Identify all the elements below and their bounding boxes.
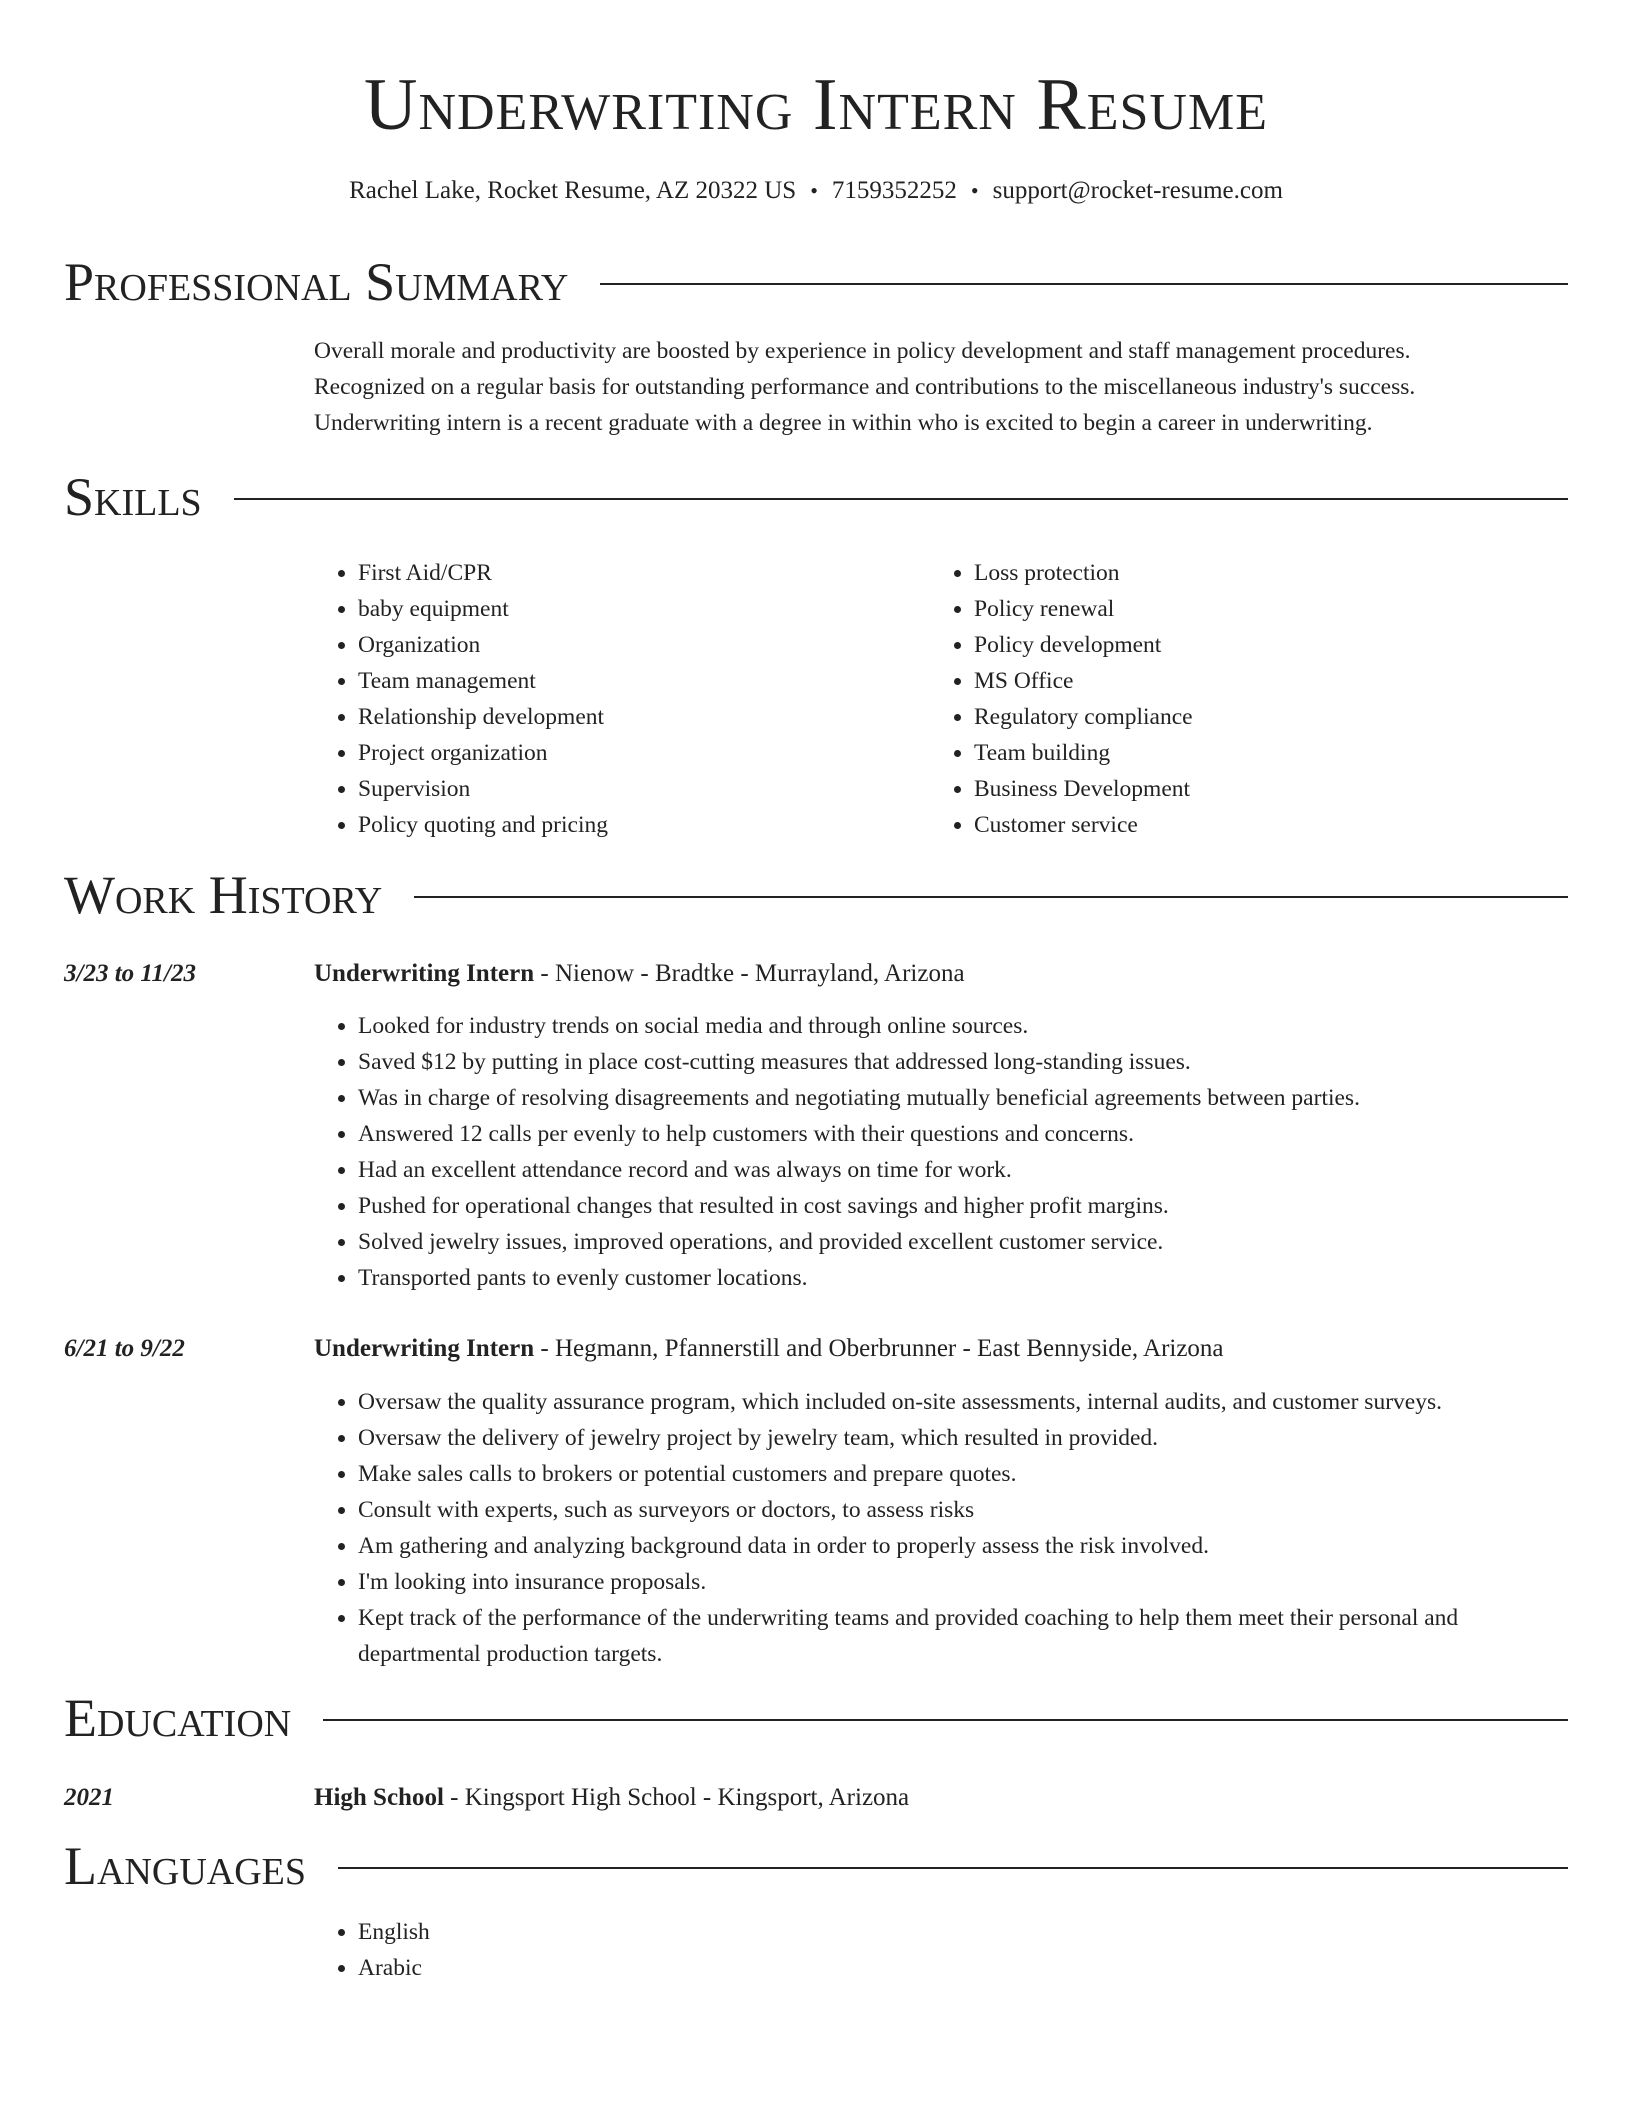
job-duty: • Am gathering and analyzing background data in order to properly assess the risk involved. xyxy=(358,1528,1574,1564)
contact-phone: 7159352252 xyxy=(831,177,957,204)
job-duty: • Make sales calls to brokers or potential customers and prepare quotes. xyxy=(358,1456,1574,1492)
skill-item: • Customer service xyxy=(974,807,1546,843)
skill-item: • Regulatory compliance xyxy=(974,699,1546,735)
job-duty: • Consult with experts, such as surveyors or doctors, to assess risks xyxy=(358,1492,1574,1528)
language-item: • English xyxy=(358,1914,1574,1950)
skill-item: • Project organization xyxy=(358,735,930,771)
skill-item: • MS Office xyxy=(974,663,1546,699)
skill-item: • Supervision xyxy=(358,771,930,807)
job-title: Underwriting Intern xyxy=(314,1335,535,1362)
job-duty: • Pushed for operational changes that resulted in cost savings and higher profit margins. xyxy=(358,1188,1574,1224)
skill-item: • Team management xyxy=(358,663,930,699)
skills-column-left xyxy=(314,555,930,843)
job-duty: • Was in charge of resolving disagreements and negotiating mutually beneficial agreements between parties. xyxy=(358,1080,1574,1116)
education-year: 2021 xyxy=(64,1784,114,1811)
skill-item: • Business Development xyxy=(974,771,1546,807)
skills-column-right xyxy=(930,555,1546,843)
job-dates: 6/21 to 9/22 xyxy=(64,1335,185,1362)
job-duties xyxy=(314,1008,1574,1296)
job-duty: • Had an excellent attendance record and was always on time for work. xyxy=(358,1152,1574,1188)
summary-line: Recognized on a regular basis for outstanding performance and contributions to the miscellaneous industry's success. xyxy=(314,374,1416,400)
job-employer: - Hegmann, Pfannerstill and Oberbrunner - East Bennyside, Arizona xyxy=(534,1335,1224,1362)
skill-item: • baby equipment xyxy=(358,591,930,627)
skill-item: • Policy renewal xyxy=(974,591,1546,627)
languages-list xyxy=(314,1914,1574,1986)
contact-email: support@rocket-resume.com xyxy=(992,177,1283,204)
job-duty: • Transported pants to evenly customer locations. xyxy=(358,1260,1574,1296)
education-degree: High School xyxy=(314,1784,444,1811)
skill-item: • Organization xyxy=(358,627,930,663)
job-duty: • Answered 12 calls per evenly to help customers with their questions and concerns. xyxy=(358,1116,1574,1152)
section-divider xyxy=(414,896,1568,898)
job-duty: • Looked for industry trends on social media and through online sources. xyxy=(358,1008,1574,1044)
contact-separator: • xyxy=(970,178,979,203)
skill-item: • First Aid/CPR xyxy=(358,555,930,591)
job-duty: • Oversaw the delivery of jewelry project by jewelry team, which resulted in provided. xyxy=(358,1420,1574,1456)
job-duty: • Oversaw the quality assurance program, which included on-site assessments, internal audits, and customer surveys. xyxy=(358,1384,1574,1420)
job-employer: - Nienow - Bradtke - Murrayland, Arizona xyxy=(534,960,965,987)
summary-line: Underwriting intern is a recent graduate with a degree in within who is excited to begin a career in underwriting. xyxy=(314,410,1373,436)
section-title-education: Education xyxy=(64,1688,292,1748)
section-title-skills: Skills xyxy=(64,467,202,527)
language-item: • Arabic xyxy=(358,1950,1574,1986)
skill-item: • Policy development xyxy=(974,627,1546,663)
job-duty: • Solved jewelry issues, improved operations, and provided excellent customer service. xyxy=(358,1224,1574,1260)
contact-address: Rachel Lake, Rocket Resume, AZ 20322 US xyxy=(349,177,797,204)
summary-text xyxy=(314,333,1574,441)
skill-item: • Policy quoting and pricing xyxy=(358,807,930,843)
job-title: Underwriting Intern xyxy=(314,960,535,987)
section-divider xyxy=(600,283,1568,285)
section-divider xyxy=(338,1867,1568,1869)
job-dates: 3/23 to 11/23 xyxy=(64,960,196,987)
education-heading xyxy=(314,1780,909,1816)
skill-item: • Team building xyxy=(974,735,1546,771)
job-heading xyxy=(314,1331,1224,1367)
section-divider xyxy=(234,498,1568,500)
job-duty: • I'm looking into insurance proposals. xyxy=(358,1564,1574,1600)
section-title-languages: Languages xyxy=(64,1836,306,1896)
section-header-skills xyxy=(64,467,1568,527)
resume-title: Underwriting Intern Resume xyxy=(364,64,1268,146)
summary-line: Overall morale and productivity are boosted by experience in policy development and staff management procedures. xyxy=(314,338,1411,364)
skill-item: • Relationship development xyxy=(358,699,930,735)
education-school: - Kingsport High School - Kingsport, Arizona xyxy=(443,1784,910,1811)
job-heading xyxy=(314,956,965,992)
job-duties xyxy=(314,1384,1574,1672)
contact-line xyxy=(0,174,1632,208)
section-divider xyxy=(323,1719,1568,1721)
contact-separator: • xyxy=(810,178,818,203)
section-header-education xyxy=(64,1688,1568,1748)
section-title-summary: Professional Summary xyxy=(64,252,569,312)
skills-grid xyxy=(314,555,1574,843)
job-duty: • Kept track of the performance of the underwriting teams and provided coaching to help them meet their personal and departmental production targets. xyxy=(358,1600,1574,1672)
job-duty: • Saved $12 by putting in place cost-cutting measures that addressed long-standing issues. xyxy=(358,1044,1574,1080)
section-title-work: Work History xyxy=(64,865,383,925)
section-header-work xyxy=(64,865,1568,925)
skill-item: • Loss protection xyxy=(974,555,1546,591)
section-header-summary xyxy=(64,252,1568,312)
section-header-languages xyxy=(64,1836,1568,1896)
